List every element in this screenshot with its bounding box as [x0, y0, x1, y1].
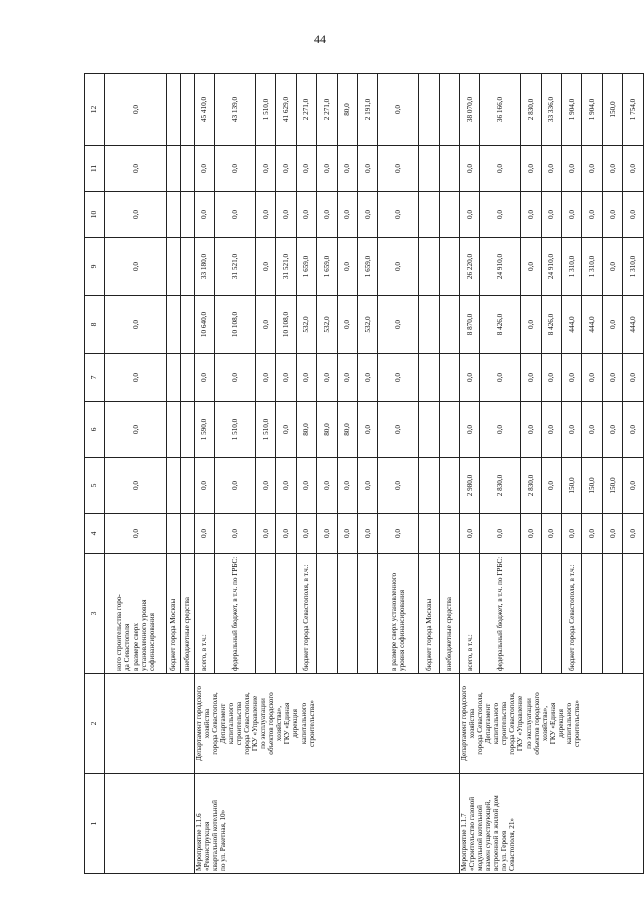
event-cell-line: Мероприятие 1.1.6: [194, 813, 203, 871]
source-cell: бюджет города Москвы: [419, 554, 439, 674]
value-cell: 0,0: [276, 146, 296, 192]
value-cell: 0,0: [255, 354, 275, 402]
value-cell: 0,0: [562, 514, 582, 554]
value-cell: 0,0: [480, 354, 521, 402]
value-cell: 0,0: [623, 402, 644, 458]
executor-cell-line: ГКУ «Управление: [251, 695, 260, 752]
value-cell: 2 830,0: [521, 458, 541, 514]
event-cell-line: по ул. Ракетная, 10»: [218, 809, 227, 871]
value-cell: 1 904,0: [562, 74, 582, 146]
value-cell: 0,0: [602, 238, 622, 296]
event-cell-line: взамен существующей,: [484, 799, 493, 871]
value-cell: 0,0: [460, 514, 480, 554]
executor-cell-line: города Севастополя,: [210, 692, 219, 755]
column-header: 10: [85, 192, 105, 238]
executor-cell-line: капитального: [226, 702, 235, 745]
executor-cell-line: дирекция: [556, 709, 565, 738]
value-cell: 0,0: [378, 402, 419, 458]
value-cell: 150,0: [602, 74, 622, 146]
value-cell: [439, 354, 459, 402]
executor-cell-line: хозяйства»,: [275, 705, 284, 742]
value-cell: 0,0: [296, 458, 316, 514]
value-cell: 0,0: [296, 192, 316, 238]
value-cell: 0,0: [194, 458, 214, 514]
value-cell: [419, 514, 439, 554]
value-cell: 532,0: [317, 296, 337, 354]
value-cell: 0,0: [582, 402, 602, 458]
source-cell: [582, 554, 602, 674]
value-cell: 0,0: [337, 458, 357, 514]
value-cell: 0,0: [602, 146, 622, 192]
value-cell: [166, 192, 180, 238]
funding-table: [84, 73, 644, 874]
value-cell: 0,0: [317, 354, 337, 402]
value-cell: 0,0: [105, 238, 166, 296]
value-cell: 0,0: [337, 354, 357, 402]
value-cell: 0,0: [521, 146, 541, 192]
value-cell: 1 510,0: [255, 402, 275, 458]
value-cell: 0,0: [480, 402, 521, 458]
value-cell: 0,0: [215, 354, 256, 402]
value-cell: 0,0: [276, 192, 296, 238]
value-cell: 444,0: [562, 296, 582, 354]
value-cell: 0,0: [480, 146, 521, 192]
value-cell: [180, 296, 194, 354]
value-cell: 532,0: [296, 296, 316, 354]
value-cell: 2 271,0: [317, 74, 337, 146]
executor-cell-line: капитального: [564, 702, 573, 745]
value-cell: 0,0: [255, 514, 275, 554]
value-cell: [166, 402, 180, 458]
source-cell: в размере сверх установленного уровня софинансирования: [378, 554, 419, 674]
value-cell: [439, 514, 459, 554]
value-cell: [419, 354, 439, 402]
event-cell-line: Мероприятие 1.1.7: [460, 813, 469, 871]
value-cell: [180, 192, 194, 238]
value-cell: 0,0: [521, 354, 541, 402]
value-cell: [180, 402, 194, 458]
value-cell: [180, 238, 194, 296]
value-cell: 0,0: [337, 514, 357, 554]
value-cell: 0,0: [337, 146, 357, 192]
executor-cell-line: строительства»: [572, 699, 581, 748]
column-header: 12: [85, 74, 105, 146]
source-cell: [105, 554, 166, 674]
value-cell: 0,0: [105, 74, 166, 146]
value-cell: [439, 192, 459, 238]
value-cell: [439, 146, 459, 192]
value-cell: [166, 146, 180, 192]
source-cell: [255, 554, 275, 674]
value-cell: 0,0: [105, 402, 166, 458]
value-cell: 36 166,0: [480, 74, 521, 146]
value-cell: 2 830,0: [521, 74, 541, 146]
event-cell-line: «Реконструкция: [202, 821, 211, 871]
value-cell: 0,0: [541, 402, 561, 458]
executor-cell-line: объектов городского: [532, 692, 541, 755]
value-cell: 0,0: [623, 354, 644, 402]
value-cell: 0,0: [317, 146, 337, 192]
value-cell: 0,0: [255, 192, 275, 238]
value-cell: 0,0: [357, 514, 377, 554]
executor-cell-line: строительства»: [307, 699, 316, 748]
source-cell: федеральный бюджет, в т.ч. по ГРБС:: [480, 554, 521, 674]
value-cell: 1 310,0: [582, 238, 602, 296]
value-cell: 0,0: [562, 146, 582, 192]
value-cell: 444,0: [623, 296, 644, 354]
value-cell: 0,0: [276, 458, 296, 514]
value-cell: 0,0: [602, 514, 622, 554]
value-cell: 33 180,0: [194, 238, 214, 296]
value-cell: 0,0: [276, 354, 296, 402]
value-cell: 8 870,0: [460, 296, 480, 354]
value-cell: 1 659,0: [357, 238, 377, 296]
value-cell: 45 410,0: [194, 74, 214, 146]
value-cell: 0,0: [521, 238, 541, 296]
value-cell: 2 271,0: [296, 74, 316, 146]
value-cell: [419, 458, 439, 514]
value-cell: [419, 402, 439, 458]
source-cell-line: ного строительства горо-: [115, 594, 124, 671]
value-cell: 0,0: [296, 354, 316, 402]
value-cell: 0,0: [378, 458, 419, 514]
value-cell: 0,0: [521, 192, 541, 238]
value-cell: [166, 458, 180, 514]
value-cell: 1 310,0: [623, 238, 644, 296]
value-cell: 0,0: [623, 514, 644, 554]
value-cell: 0,0: [541, 354, 561, 402]
executor-cell-line: города Севастополя,: [243, 692, 252, 755]
source-cell: бюджет города Севастополя, в т.ч.:: [296, 554, 316, 674]
source-cell: [357, 554, 377, 674]
value-cell: 0,0: [378, 238, 419, 296]
value-cell: 80,0: [337, 74, 357, 146]
source-cell: [623, 554, 644, 674]
value-cell: 0,0: [480, 192, 521, 238]
executor-cell-line: ГКУ «Управление: [516, 695, 525, 752]
value-cell: [166, 514, 180, 554]
table-row: [194, 74, 214, 874]
value-cell: 0,0: [602, 192, 622, 238]
value-cell: 0,0: [296, 146, 316, 192]
value-cell: [166, 74, 180, 146]
value-cell: 0,0: [602, 354, 622, 402]
value-cell: [419, 192, 439, 238]
event-cell: [194, 774, 459, 874]
value-cell: 26 220,0: [460, 238, 480, 296]
column-header: 1: [85, 774, 105, 874]
value-cell: [419, 296, 439, 354]
value-cell: 0,0: [602, 296, 622, 354]
value-cell: [180, 74, 194, 146]
value-cell: [419, 238, 439, 296]
value-cell: 24 910,0: [480, 238, 521, 296]
value-cell: 0,0: [541, 146, 561, 192]
value-cell: 0,0: [194, 192, 214, 238]
event-cell-line: модульной котельной: [476, 805, 485, 871]
table-row: [460, 74, 480, 874]
event-cell-line: по ул. Героев: [500, 830, 509, 871]
value-cell: [419, 146, 439, 192]
value-cell: 0,0: [105, 192, 166, 238]
value-cell: 1 510,0: [255, 74, 275, 146]
source-cell: всего, в т.ч.:: [460, 554, 480, 674]
column-header: 3: [85, 554, 105, 674]
source-cell-line: софинансирования: [147, 613, 156, 671]
value-cell: 0,0: [378, 192, 419, 238]
source-cell: внебюджетные средства: [180, 554, 194, 674]
executor-cell-line: Департамент городского: [460, 686, 469, 761]
value-cell: 0,0: [357, 458, 377, 514]
executor-cell: [460, 674, 644, 774]
value-cell: 0,0: [460, 192, 480, 238]
value-cell: 80,0: [337, 402, 357, 458]
column-header: 11: [85, 146, 105, 192]
value-cell: 2 980,0: [460, 458, 480, 514]
value-cell: 0,0: [215, 146, 256, 192]
value-cell: 0,0: [378, 296, 419, 354]
event-cell-line: «Строительство газовой: [468, 796, 477, 871]
value-cell: 0,0: [215, 514, 256, 554]
value-cell: [439, 402, 459, 458]
source-cell: [541, 554, 561, 674]
executor-cell-line: ГКУ «Единая: [548, 702, 557, 745]
column-header: 7: [85, 354, 105, 402]
value-cell: 0,0: [521, 402, 541, 458]
executor-cell-line: Департамент городского: [194, 686, 203, 761]
value-cell: 10 108,0: [215, 296, 256, 354]
executor-cell-line: капитального: [299, 702, 308, 745]
value-cell: 1 659,0: [317, 238, 337, 296]
value-cell: 0,0: [562, 192, 582, 238]
value-cell: 0,0: [541, 458, 561, 514]
value-cell: 1 310,0: [562, 238, 582, 296]
source-cell-line: да Севастополя: [123, 623, 132, 671]
executor-cell-line: строительства: [500, 701, 509, 746]
source-cell: бюджет города Севастополя, в т.ч.:: [562, 554, 582, 674]
value-cell: 0,0: [276, 514, 296, 554]
value-cell: 0,0: [337, 192, 357, 238]
value-cell: 0,0: [215, 458, 256, 514]
value-cell: 0,0: [480, 514, 521, 554]
executor-cell-line: дирекция: [291, 709, 300, 738]
value-cell: 0,0: [105, 458, 166, 514]
value-cell: 24 910,0: [541, 238, 561, 296]
value-cell: 0,0: [255, 458, 275, 514]
value-cell: 0,0: [317, 514, 337, 554]
value-cell: 31 521,0: [276, 238, 296, 296]
source-cell-line: в размере сверх: [131, 623, 140, 671]
value-cell: 0,0: [541, 514, 561, 554]
value-cell: 444,0: [582, 296, 602, 354]
value-cell: 0,0: [623, 146, 644, 192]
value-cell: 0,0: [460, 402, 480, 458]
value-cell: 2 830,0: [480, 458, 521, 514]
event-cell-line: Севастополя, 21»: [508, 817, 517, 871]
value-cell: 0,0: [378, 354, 419, 402]
value-cell: 0,0: [460, 146, 480, 192]
value-cell: 0,0: [602, 402, 622, 458]
value-cell: 0,0: [623, 458, 644, 514]
value-cell: 150,0: [562, 458, 582, 514]
value-cell: 0,0: [623, 192, 644, 238]
value-cell: 1 510,0: [215, 402, 256, 458]
value-cell: 0,0: [582, 192, 602, 238]
value-cell: 0,0: [255, 146, 275, 192]
value-cell: 1 659,0: [296, 238, 316, 296]
executor-cell-line: строительства: [235, 701, 244, 746]
source-cell: [521, 554, 541, 674]
executor-cell-line: города Севастополя,: [476, 692, 485, 755]
source-cell: внебюджетные средства: [439, 554, 459, 674]
executor-cell-line: Департамент: [218, 703, 227, 744]
source-cell-line: установленного уровня: [139, 599, 148, 671]
value-cell: 1 754,0: [623, 74, 644, 146]
value-cell: 150,0: [602, 458, 622, 514]
value-cell: 0,0: [357, 354, 377, 402]
value-cell: 0,0: [255, 238, 275, 296]
value-cell: 0,0: [337, 238, 357, 296]
value-cell: 0,0: [194, 146, 214, 192]
value-cell: [166, 238, 180, 296]
value-cell: 0,0: [337, 296, 357, 354]
value-cell: 0,0: [582, 514, 602, 554]
value-cell: 0,0: [521, 514, 541, 554]
source-cell: [276, 554, 296, 674]
value-cell: [180, 146, 194, 192]
value-cell: 1 904,0: [582, 74, 602, 146]
column-header: 6: [85, 402, 105, 458]
executor-cell-line: хозяйства: [468, 708, 477, 739]
value-cell: 0,0: [276, 402, 296, 458]
value-cell: 0,0: [255, 296, 275, 354]
value-cell: 80,0: [296, 402, 316, 458]
column-header: 2: [85, 674, 105, 774]
source-cell: федеральный бюджет, в т.ч. по ГРБС:: [215, 554, 256, 674]
value-cell: 8 426,0: [541, 296, 561, 354]
value-cell: 0,0: [357, 146, 377, 192]
column-header: 5: [85, 458, 105, 514]
value-cell: 0,0: [460, 354, 480, 402]
value-cell: 0,0: [562, 402, 582, 458]
event-cell-line: квартальной котельной: [210, 799, 219, 871]
executor-cell-line: капитального: [492, 702, 501, 745]
value-cell: 150,0: [582, 458, 602, 514]
value-cell: 0,0: [521, 296, 541, 354]
value-cell: 0,0: [296, 514, 316, 554]
value-cell: 80,0: [317, 402, 337, 458]
executor-cell: [194, 674, 459, 774]
executor-cell-line: хозяйства: [202, 708, 211, 739]
value-cell: [166, 354, 180, 402]
source-cell: бюджет города Москвы: [166, 554, 180, 674]
value-cell: [180, 514, 194, 554]
value-cell: 0,0: [562, 354, 582, 402]
source-cell: [317, 554, 337, 674]
value-cell: 0,0: [194, 514, 214, 554]
executor-cell-line: ГКУ «Единая: [283, 702, 292, 745]
executor-cell: [105, 674, 194, 774]
value-cell: [439, 296, 459, 354]
value-cell: 0,0: [105, 296, 166, 354]
value-cell: [180, 458, 194, 514]
value-cell: 33 336,0: [541, 74, 561, 146]
value-cell: 10 640,0: [194, 296, 214, 354]
value-cell: 43 139,0: [215, 74, 256, 146]
value-cell: 2 191,0: [357, 74, 377, 146]
value-cell: 0,0: [378, 514, 419, 554]
value-cell: 38 070,0: [460, 74, 480, 146]
event-cell: [460, 774, 644, 874]
value-cell: [439, 458, 459, 514]
value-cell: 41 629,0: [276, 74, 296, 146]
value-cell: 0,0: [215, 192, 256, 238]
value-cell: [439, 74, 459, 146]
event-cell-line: встроенной в жилой дом: [492, 795, 501, 871]
value-cell: 0,0: [378, 74, 419, 146]
table-header-row: [85, 74, 105, 874]
value-cell: 31 521,0: [215, 238, 256, 296]
value-cell: 1 590,0: [194, 402, 214, 458]
executor-cell-line: по эксплуатации: [524, 698, 533, 749]
value-cell: 0,0: [582, 146, 602, 192]
value-cell: 0,0: [357, 402, 377, 458]
value-cell: 532,0: [357, 296, 377, 354]
table-row: [105, 74, 166, 874]
column-header: 9: [85, 238, 105, 296]
executor-cell-line: по эксплуатации: [259, 698, 268, 749]
executor-cell-line: хозяйства»,: [540, 705, 549, 742]
value-cell: 0,0: [357, 192, 377, 238]
column-header: 4: [85, 514, 105, 554]
value-cell: 8 426,0: [480, 296, 521, 354]
value-cell: 0,0: [317, 192, 337, 238]
value-cell: 0,0: [194, 354, 214, 402]
source-cell: [337, 554, 357, 674]
rotated-page: [84, 74, 644, 874]
value-cell: 0,0: [105, 514, 166, 554]
source-cell: [602, 554, 622, 674]
value-cell: 0,0: [378, 146, 419, 192]
column-header: 8: [85, 296, 105, 354]
value-cell: 0,0: [105, 146, 166, 192]
event-cell: [105, 774, 194, 874]
page-number: 44: [314, 32, 326, 46]
value-cell: 0,0: [317, 458, 337, 514]
executor-cell-line: города Севастополя,: [508, 692, 517, 755]
value-cell: 10 108,0: [276, 296, 296, 354]
value-cell: 0,0: [541, 192, 561, 238]
source-cell: всего, в т.ч.:: [194, 554, 214, 674]
value-cell: [419, 74, 439, 146]
value-cell: 0,0: [582, 354, 602, 402]
executor-cell-line: Департамент: [484, 703, 493, 744]
value-cell: 0,0: [105, 354, 166, 402]
value-cell: [180, 354, 194, 402]
executor-cell-line: объектов городского: [267, 692, 276, 755]
value-cell: [439, 238, 459, 296]
value-cell: [166, 296, 180, 354]
